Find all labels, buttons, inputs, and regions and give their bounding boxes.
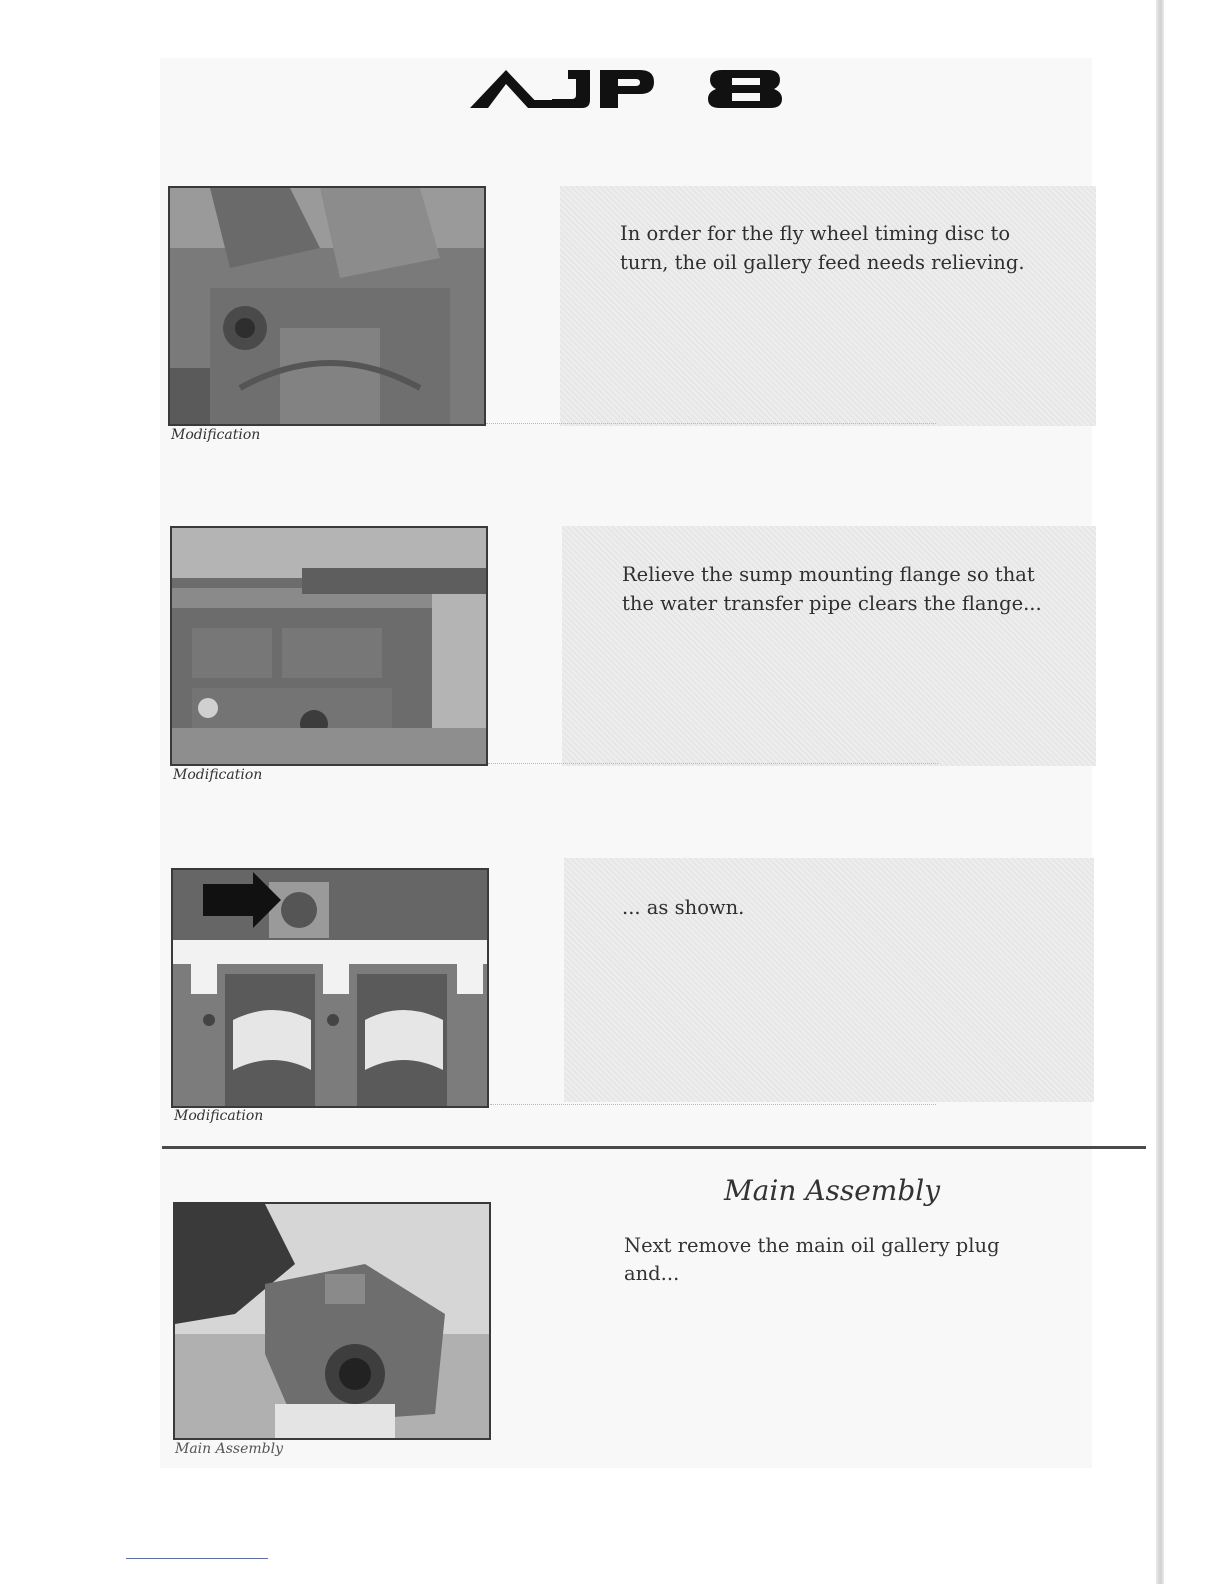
main-assembly-photo [173, 1202, 491, 1440]
photo-caption: Modification [171, 427, 261, 443]
divider-dotted [486, 423, 936, 424]
photo-caption: Modification [173, 767, 263, 783]
instruction-text: Relieve the sump mounting flange so that the water transfer pipe clears the flange... [622, 563, 1042, 615]
instruction-text: In order for the fly wheel timing disc to turn, the oil gallery feed needs relieving. [620, 222, 1025, 274]
section-body-text: Next remove the main oil gallery plug and... [624, 1234, 1000, 1285]
ajp8-logo [470, 66, 790, 116]
photo-caption: Main Assembly [175, 1441, 284, 1457]
engine-block-photo-3 [171, 868, 489, 1108]
divider-dotted [490, 1104, 936, 1105]
engine-block-photo-1 [168, 186, 486, 426]
instruction-text: ... as shown. [622, 896, 745, 919]
engine-block-photo-2 [170, 526, 488, 766]
divider-dotted [488, 763, 938, 764]
footer-rule [126, 1558, 268, 1559]
photo-caption: Modification [174, 1108, 264, 1124]
scan-edge [1156, 0, 1164, 1584]
section-title: Main Assembly [724, 1174, 941, 1207]
section-divider [162, 1146, 1146, 1149]
